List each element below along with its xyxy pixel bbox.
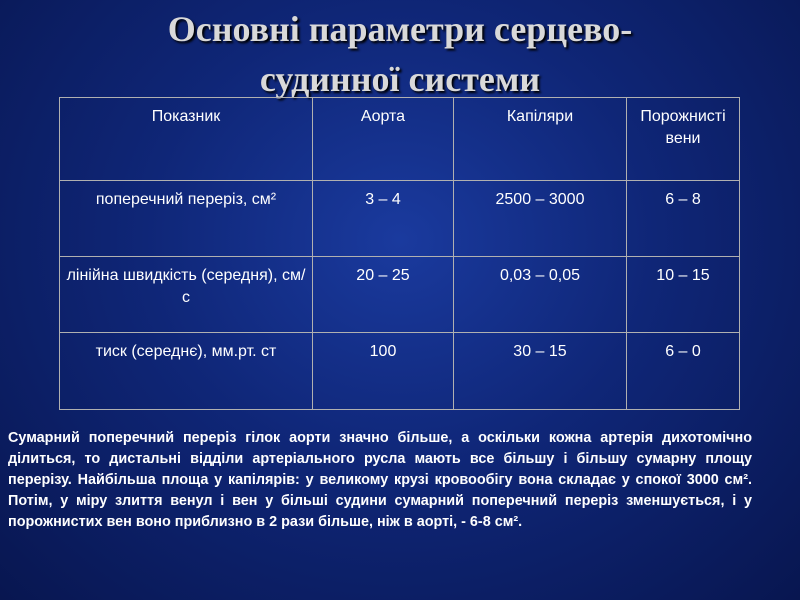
slide-title-line-1: Основні параметри серцево-: [167, 9, 633, 49]
cell-capillaries: 2500 – 3000: [454, 180, 627, 256]
table-row: [60, 333, 740, 410]
table-header-row: [60, 98, 740, 181]
header-capillaries: Капіляри: [454, 98, 627, 181]
slide-title: [0, 4, 800, 104]
cell-aorta: 100: [313, 333, 454, 410]
row-label: тиск (середнє), мм.рт. ст: [60, 333, 313, 410]
cell-aorta: 3 – 4: [313, 180, 454, 256]
row-label: лінійна швидкість (середня), см/с: [60, 257, 313, 333]
cell-capillaries: 30 – 15: [454, 333, 627, 410]
cell-veins: 6 – 8: [627, 180, 740, 256]
header-indicator: Показник: [60, 98, 313, 181]
cell-capillaries: 0,03 – 0,05: [454, 257, 627, 333]
cell-aorta: 20 – 25: [313, 257, 454, 333]
parameters-table: [59, 97, 740, 410]
cell-veins: 10 – 15: [627, 257, 740, 333]
slide-title-line-2: судинної системи: [259, 59, 541, 99]
table-row: [60, 180, 740, 256]
explanation-paragraph: Сумарний поперечний переріз гілок аорти значно більше, а оскільки кожна артерія дихотомічно ділиться, то дистальні відділи артеріального русла мають все більшу і більшу сумарну площу перерізу. Найбільша площа у капілярів: у великому крузі кровообігу вона складає у спокої 3000 см². Потім, у міру злиття венул і вен у більші судини сумарний поперечний переріз зменшується, і у порожнистих вен воно приблизно в 2 рази більше, ніж в аорті, - 6-8 см².: [8, 430, 752, 530]
header-aorta: Аорта: [313, 98, 454, 181]
row-label: поперечний переріз, см²: [60, 180, 313, 256]
header-veins: Порожнисті вени: [627, 98, 740, 181]
cell-veins: 6 – 0: [627, 333, 740, 410]
table-row: [60, 257, 740, 333]
